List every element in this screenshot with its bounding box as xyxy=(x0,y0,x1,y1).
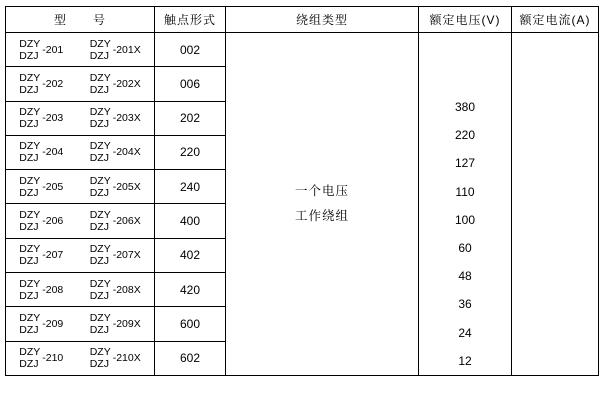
table-header xyxy=(6,7,599,33)
model-prefix-top: DZY xyxy=(19,174,41,187)
rated-current-value xyxy=(512,33,599,376)
model-prefix-top: DZY xyxy=(19,277,41,290)
model-prefix-top: DZY xyxy=(19,311,41,324)
model-pair-primary xyxy=(19,209,63,233)
model-cell xyxy=(6,101,155,135)
model-suffix: -209 xyxy=(42,317,64,330)
voltage-item: 24 xyxy=(458,325,472,340)
model-prefix-bottom: DZJ xyxy=(19,255,39,268)
model-pair-primary xyxy=(19,175,63,199)
model-pair-secondary xyxy=(90,106,141,130)
header-model xyxy=(6,7,155,33)
model-prefix-top: DZY xyxy=(89,71,111,84)
model-prefix-top: DZY xyxy=(19,208,41,221)
model-prefix-top: DZY xyxy=(89,140,111,153)
header-row xyxy=(6,7,599,33)
voltage-item: 380 xyxy=(454,100,476,114)
model-prefix-bottom: DZJ xyxy=(89,118,109,131)
model-prefix-bottom: DZJ xyxy=(19,358,39,371)
voltage-item: 110 xyxy=(455,184,475,199)
model-pair-primary xyxy=(19,106,63,130)
model-suffix: -205 xyxy=(42,180,64,193)
voltage-item: 127 xyxy=(454,156,476,171)
model-suffix: -209X xyxy=(112,317,141,330)
model-suffix: -208X xyxy=(112,283,141,296)
model-pair-primary xyxy=(19,72,63,96)
contact-form-value: 402 xyxy=(155,238,226,272)
model-prefix-bottom: DZJ xyxy=(89,186,109,199)
model-suffix: -207X xyxy=(112,249,141,262)
model-pair-primary xyxy=(19,312,63,336)
model-prefix-bottom: DZJ xyxy=(19,118,39,131)
model-prefix-top: DZY xyxy=(89,37,111,50)
model-cell xyxy=(6,33,155,67)
winding-line-2: 工作绕组 xyxy=(294,208,349,223)
header-rated-current: 额定电流(A) xyxy=(512,7,599,33)
model-suffix: -210 xyxy=(42,352,64,365)
model-suffix: -203X xyxy=(112,112,141,125)
model-pair-primary xyxy=(19,38,63,62)
model-cell xyxy=(6,204,155,238)
contact-form-value: 400 xyxy=(155,204,226,238)
model-prefix-top: DZY xyxy=(19,346,41,359)
model-prefix-top: DZY xyxy=(19,106,41,119)
model-prefix-bottom: DZJ xyxy=(19,83,39,96)
specification-table xyxy=(5,6,599,376)
model-suffix: -204X xyxy=(112,146,141,159)
model-suffix: -206X xyxy=(112,215,141,228)
contact-form-value: 006 xyxy=(155,67,226,101)
model-prefix-top: DZY xyxy=(89,243,111,256)
model-prefix-bottom: DZJ xyxy=(19,49,39,62)
model-cell xyxy=(6,135,155,169)
voltage-item: 220 xyxy=(454,128,476,143)
model-suffix: -202 xyxy=(42,77,64,90)
model-pair-primary xyxy=(19,140,63,164)
winding-type-value xyxy=(226,33,419,376)
voltage-list xyxy=(419,33,511,375)
model-suffix: -204 xyxy=(42,146,64,159)
model-pair-secondary xyxy=(90,243,141,267)
model-suffix: -206 xyxy=(42,215,64,228)
contact-form-value: 220 xyxy=(155,135,226,169)
model-prefix-bottom: DZJ xyxy=(19,289,39,302)
model-suffix: -201X xyxy=(112,43,141,56)
model-pair-secondary xyxy=(90,140,141,164)
contact-form-value: 420 xyxy=(155,272,226,306)
header-rated-voltage: 额定电压(V) xyxy=(419,7,512,33)
model-pair-secondary xyxy=(90,278,141,302)
winding-line-1: 一个电压 xyxy=(294,183,349,198)
model-pair-primary xyxy=(19,346,63,370)
model-prefix-bottom: DZJ xyxy=(89,83,109,96)
model-prefix-top: DZY xyxy=(89,174,111,187)
model-cell xyxy=(6,307,155,341)
model-prefix-bottom: DZJ xyxy=(89,152,109,165)
model-pair-secondary xyxy=(90,312,141,336)
header-winding-type: 绕组类型 xyxy=(226,7,419,33)
voltage-item: 100 xyxy=(454,212,476,227)
model-suffix: -202X xyxy=(112,77,141,90)
model-prefix-top: DZY xyxy=(19,243,41,256)
model-prefix-top: DZY xyxy=(19,140,41,153)
contact-form-value: 202 xyxy=(155,101,226,135)
rated-voltage-value xyxy=(419,33,512,376)
model-prefix-bottom: DZJ xyxy=(19,186,39,199)
model-pair-primary xyxy=(19,278,63,302)
model-pair-secondary xyxy=(90,38,141,62)
model-suffix: -201 xyxy=(42,43,64,56)
model-prefix-bottom: DZJ xyxy=(89,221,109,234)
model-cell xyxy=(6,238,155,272)
model-prefix-bottom: DZJ xyxy=(19,221,39,234)
model-prefix-bottom: DZJ xyxy=(19,152,39,165)
table-body xyxy=(6,33,599,376)
model-pair-secondary xyxy=(90,346,141,370)
model-cell xyxy=(6,67,155,101)
model-cell xyxy=(6,272,155,306)
model-suffix: -203 xyxy=(42,112,64,125)
voltage-item: 36 xyxy=(458,297,472,312)
model-prefix-top: DZY xyxy=(89,277,111,290)
model-prefix-bottom: DZJ xyxy=(19,323,39,336)
header-model-left: 型 xyxy=(53,13,67,27)
model-prefix-top: DZY xyxy=(89,106,111,119)
header-contact-form: 触点形式 xyxy=(155,7,226,33)
table-row xyxy=(6,33,599,67)
model-pair-secondary xyxy=(90,209,141,233)
model-prefix-top: DZY xyxy=(89,208,111,221)
model-prefix-bottom: DZJ xyxy=(89,323,109,336)
model-prefix-bottom: DZJ xyxy=(89,358,109,371)
contact-form-value: 002 xyxy=(155,33,226,67)
model-pair-primary xyxy=(19,243,63,267)
model-prefix-top: DZY xyxy=(19,71,41,84)
contact-form-value: 240 xyxy=(155,170,226,204)
model-prefix-top: DZY xyxy=(19,37,41,50)
contact-form-value: 600 xyxy=(155,307,226,341)
model-pair-secondary xyxy=(90,175,141,199)
header-model-right: 号 xyxy=(93,13,107,27)
model-suffix: -208 xyxy=(42,283,64,296)
voltage-item: 12 xyxy=(458,353,472,368)
model-prefix-bottom: DZJ xyxy=(89,289,109,302)
model-prefix-bottom: DZJ xyxy=(89,49,109,62)
model-suffix: -210X xyxy=(112,352,141,365)
spec-sheet xyxy=(0,6,600,406)
model-pair-secondary xyxy=(90,72,141,96)
voltage-item: 48 xyxy=(458,269,472,284)
model-cell xyxy=(6,341,155,375)
model-prefix-bottom: DZJ xyxy=(89,255,109,268)
model-suffix: -205X xyxy=(112,180,141,193)
model-suffix: -207 xyxy=(42,249,64,262)
contact-form-value: 602 xyxy=(155,341,226,375)
model-prefix-top: DZY xyxy=(89,311,111,324)
model-cell xyxy=(6,170,155,204)
voltage-item: 60 xyxy=(458,240,472,255)
model-prefix-top: DZY xyxy=(89,346,111,359)
